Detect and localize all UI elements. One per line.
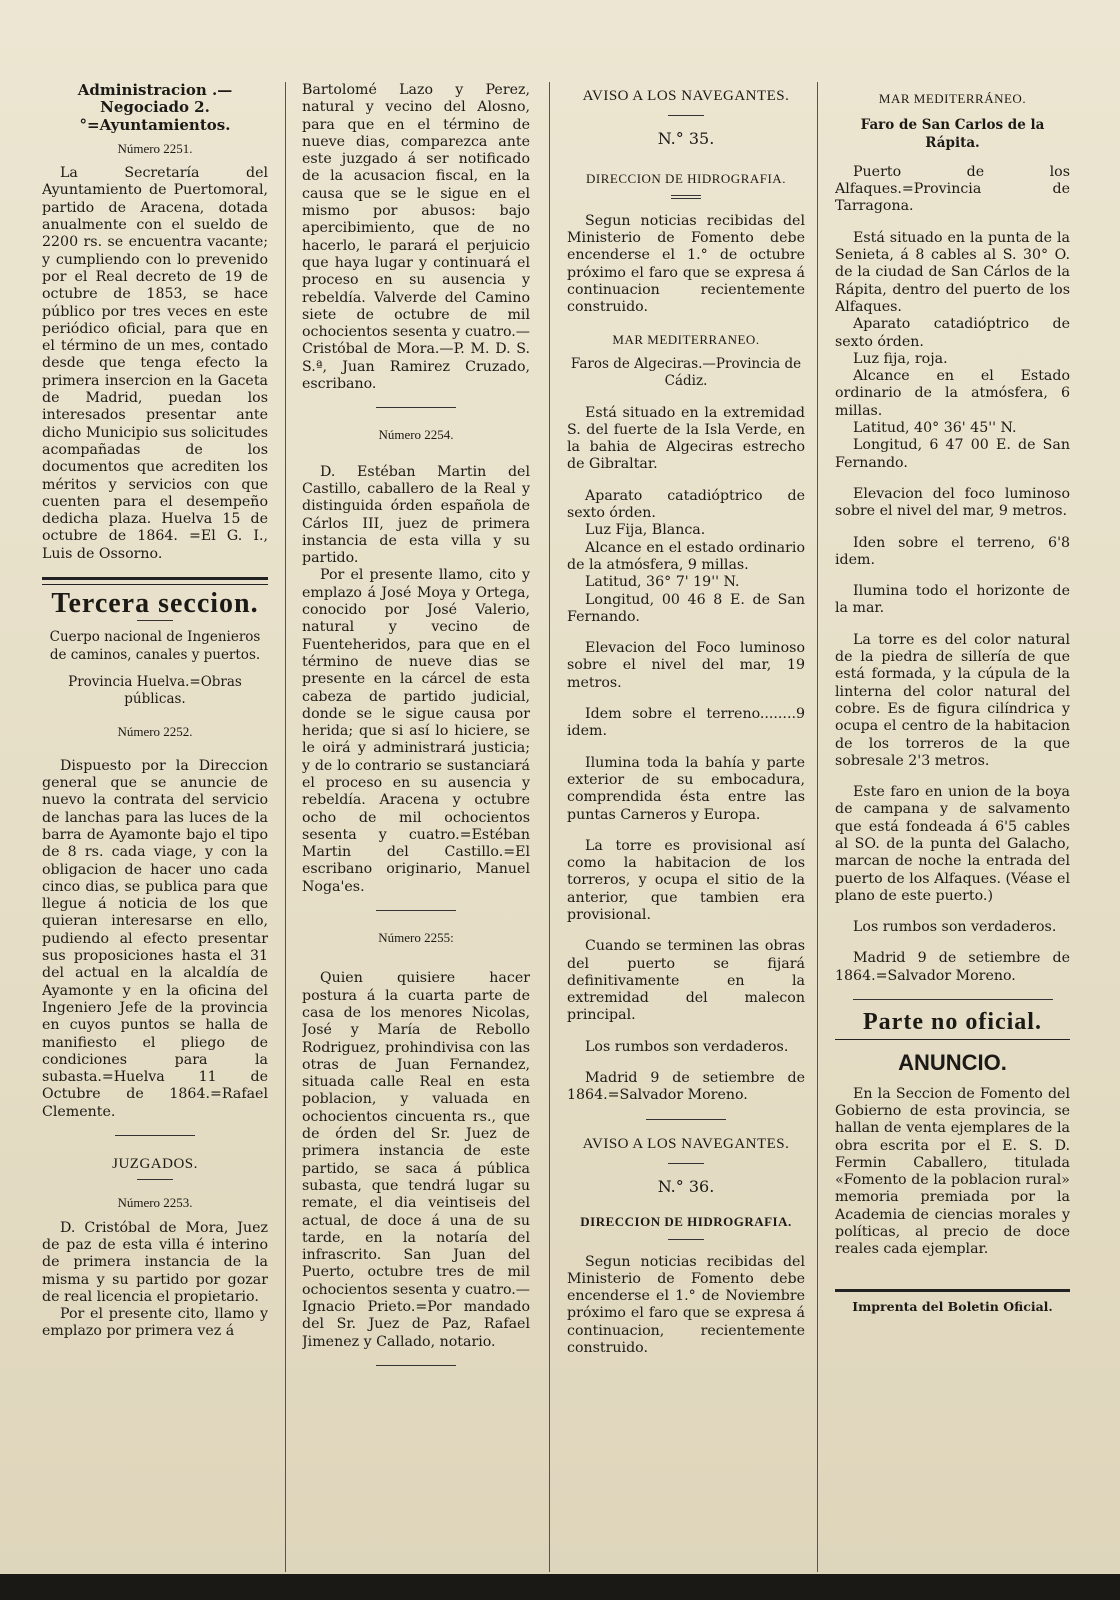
notice-text: Está situado en la extremidad S. del fuerte de la Isla Verde, en la bahia de Algeciras estrecho de Gibraltar. (567, 404, 805, 473)
notice-text: Este faro en union de la boya de campana y de salvamento que está fondeada á 6'5 cables al SO. de la punta del Galacho, marcan de noche la entrada del puerto de los Alfaques. (Véase el plano de este puerto.) (835, 784, 1070, 904)
notice-text: Luz Fija, Blanca. (585, 522, 706, 539)
aviso-number: N.° 36. (657, 1176, 715, 1196)
divider (668, 115, 704, 116)
divider (137, 1179, 173, 1180)
notice-text: Elevacion del Foco luminoso sobre el nivel del mar, 19 metros. (567, 640, 805, 691)
notice-text: Iden sobre el terreno, 6'8 idem. (835, 534, 1070, 568)
notice-text: Está situado en la punta de la Senieta, á 8 cables al S. 30° O. de la ciudad de San Cárlos de la Rápita, dentro del puerto de los Alfaques. (835, 229, 1070, 315)
column-1 (42, 82, 268, 1572)
administracion-header: Administracion .—Negociado 2.°=Ayuntamientos. (77, 82, 233, 134)
notice-text: Alcance en el Estado ordinario de la atmósfera, 6 millas. (835, 368, 1070, 419)
notice-text: Por el presente cito, llamo y emplazo por primera vez á (42, 1306, 268, 1340)
notice-text: Latitud, 40° 36' 45'' N. (853, 420, 1017, 437)
notice-text: Los rumbos son verdaderos. (853, 919, 1057, 936)
divider (835, 1039, 1070, 1040)
divider (646, 1119, 726, 1120)
direccion-heading: DIRECCION DE HIDROGRAFIA. (580, 1214, 792, 1230)
notice-text: Puerto de los Alfaques.=Provincia de Tarragona. (835, 163, 1070, 215)
notice-text: Ilumina toda la bahía y parte exterior de su embocadura, comprendida ésta entre las puntas Carneros y Europa. (567, 754, 805, 823)
faro-heading: Faro de San Carlos de la Rápita. (860, 117, 1045, 151)
cuerpo-heading: Cuerpo nacional de Ingenieros de caminos, canales y puertos. (49, 629, 261, 663)
anuncio-heading: ANUNCIO. (898, 1050, 1007, 1076)
notice-text: Elevacion del foco luminoso sobre el nivel del mar, 9 metros. (835, 485, 1070, 520)
aviso-heading: AVISO A LOS NAVEGANTES. (582, 1135, 790, 1152)
mar-heading: MAR MEDITERRANEO. (612, 331, 760, 347)
notice-text: Los rumbos son verdaderos. (585, 1038, 789, 1055)
notice-text: Madrid 9 de setiembre de 1864.=Salvador Moreno. (835, 950, 1070, 984)
column-3 (567, 82, 805, 1572)
column-rule (817, 82, 818, 1572)
notice-number: Número 2254. (378, 427, 454, 443)
divider (668, 1163, 704, 1164)
notice-text: La torre es del color natural de la piedra de sillería de que está formada, y la cúpula de la linterna del color natural del cobre. Es de figura cilíndrica y ocupa el centro de la habitacion de los torreros de la que sobresale 2'3 metros. (835, 631, 1070, 769)
notice-text: D. Cristóbal de Mora, Juez de paz de esta villa é interino de primera instancia de la misma y su partido por gozar de real licencia el propietario. (42, 1219, 268, 1305)
notice-text: Cuando se terminen las obras del puerto se fijará definitivamente en la extremidad del malecon principal. (567, 938, 805, 1024)
parte-heading: Parte no oficial. (863, 1009, 1042, 1036)
notice-text: En la Seccion de Fomento del Gobierno de esta provincia, se hallan de venta ejemplares de la obra escrita por el E. S. D. Fermin Caballero, titulada «Fomento de la poblacion rural» memoria premiada por la Academia de ciencias morales y políticas, al precio de doce reales cada ejemplar. (835, 1085, 1070, 1258)
divider (42, 577, 268, 580)
notice-text: Latitud, 36° 7' 19'' N. (585, 574, 740, 591)
imprenta-footer: Imprenta del Boletin Oficial. (852, 1298, 1053, 1314)
notice-number: Número 2252. (117, 723, 193, 739)
notice-text: Idem sobre el terreno........9 idem. (567, 706, 805, 740)
divider (671, 195, 701, 199)
notice-number: Número 2251. (117, 140, 193, 156)
notice-text: Bartolomé Lazo y Perez, natural y vecino del Alosno, para que en el término de nueve dias, comparezca ante este juzgado á ser notificado de la acusacion fiscal, en la causa que se le sigue en el mismo por abusos: bajo apercibimiento, que de no hacerlo, le parará el perjuicio que haya lugar y continuará el proceso en su ausencia y rebeldía. Valverde del Camino siete de octubre de mil ochocientos sesenta y cuatro.—Cristóbal de Mora.—P. M. D. S. S.ª, Juan Ramirez Cruzado, escribano. (302, 82, 530, 393)
notice-text: Por el presente llamo, cito y emplazo á José Moya y Ortega, conocido por José Valerio, natural y vecino de Fuenteheridos, para que en el término de nueve dias se presente en la cárcel de esta cabeza de partido judicial, donde se le sigue causa por herida; que si así lo hiciere, se le oirá y administrará justicia; y de lo contrario se sustanciará el proceso en su ausencia y rebeldía. Aracena y octubre ocho de mil ochocientos sesenta y cuatro.=Estéban Martin del Castillo.=El escribano originario, Manuel Noga'es. (302, 567, 530, 895)
divider (137, 620, 173, 621)
divider (42, 584, 268, 585)
divider (376, 1365, 456, 1366)
notice-text: Longitud, 00 46 8 E. de San Fernando. (567, 591, 805, 625)
notice-text: Longitud, 6 47 00 E. de San Fernando. (835, 437, 1070, 471)
aviso-number: N.° 35. (657, 129, 715, 149)
divider (835, 1289, 1070, 1292)
notice-text: Alcance en el estado ordinario de la atmósfera, 9 millas. (567, 539, 805, 573)
notice-text: Aparato catadióptrico de sexto órden. (567, 487, 805, 522)
divider (376, 407, 456, 408)
notice-text: Aparato catadióptrico de sexto órden. (835, 316, 1070, 350)
notice-text: D. Estéban Martin del Castillo, caballero de la Real y distinguida órden española de Cárlos III, juez de primera instancia de esta villa y su partido. (302, 463, 530, 567)
faros-heading: Faros de Algeciras.—Provincia de Cádiz. (570, 355, 802, 390)
section-title: Tercera seccion. (51, 588, 259, 620)
column-4 (835, 82, 1070, 1572)
notice-text: Ilumina todo el horizonte de la mar. (835, 583, 1070, 617)
notice-text: Segun noticias recibidas del Ministerio de Fomento debe encenderse el 1.° de Noviembre próximo el faro que se expresa á continuacion, recientemente construido. (567, 1253, 805, 1357)
column-rule (549, 82, 550, 1572)
provincia-heading: Provincia Huelva.=Obras públicas. (68, 673, 242, 708)
column-rule (285, 82, 286, 1572)
notice-text: Dispuesto por la Direccion general que se anuncie de nuevo la contrata del servicio de lanchas para las luces de la barra de Ayamonte bajo el tipo de 8 rs. cada viage, y con la obligacion de hacer uno cada cinco dias, se publica para que llegue á noticia de los que quieran interesarse en ello, pudiendo al efecto presentar sus proposiciones hasta el 31 del actual en la alcaldía de Ayamonte y en la oficina del Ingeniero Jefe de la provincia en cuyos puntos se halla de manifiesto el pliego de condiciones para la subasta.=Huelva 11 de Octubre de 1864.=Rafael Clemente. (42, 757, 268, 1120)
divider (115, 1135, 195, 1136)
scan-edge (0, 1574, 1120, 1600)
notice-text: La Secretaría del Ayuntamiento de Puertomoral, partido de Aracena, dotada anualmente con el sueldo de 2200 rs. se encuentra vacante; y cumpliendo con lo prevenido por el Real decreto de 19 de octubre de 1853, se hace público por tres veces en este periódico oficial, para que en el término de un mes, contado desde que tenga efecto la primera insercion en la Gaceta de Madrid, puedan los interesados presentar ante dicho Municipio sus solicitudes acompañadas de los documentos que acrediten los méritos y servicios con que cuenten para el desempeño dedicha plaza. Huelva 15 de octubre de 1864. =El G. I., Luis de Ossorno. (42, 165, 268, 562)
notice-text: La torre es provisional así como la habitacion de los torreros, y ocupa el sitio de la anterior, que tambien era provisional. (567, 837, 805, 923)
notice-number: Número 2255: (378, 930, 454, 946)
direccion-heading: DIRECCION DE HIDROGRAFIA. (586, 170, 786, 186)
column-2 (302, 82, 530, 1572)
divider (853, 999, 1053, 1000)
juzgados-heading: JUZGADOS. (112, 1156, 198, 1173)
divider (376, 910, 456, 911)
aviso-heading: AVISO A LOS NAVEGANTES. (582, 88, 790, 104)
mar-heading: MAR MEDITERRÁNEO. (878, 91, 1027, 106)
notice-number: Número 2253. (117, 1195, 193, 1211)
divider (668, 1239, 704, 1240)
notice-text: Segun noticias recibidas del Ministerio de Fomento debe encenderse el 1.° de octubre próximo el faro que se expresa á continuacion recientemente construido. (567, 212, 805, 316)
notice-text: Madrid 9 de setiembre de 1864.=Salvador Moreno. (567, 1070, 805, 1104)
notice-text: Luz fija, roja. (853, 350, 948, 367)
notice-text: Quien quisiere hacer postura á la cuarta parte de casa de los menores Nicolas, José y María de Rebollo Rodriguez, prohindivisa con las otras de Juan Fernandez, situada calle Real en esta poblacion, y valuada en ochocientos cincuenta rs., que de órden del Sr. Juez de primera instancia de este partido, se saca á pública subasta, que tendrá lugar su remate, el dia veintiseis del actual, de doce á una de su tarde, en la notaría del infrascrito. San Juan del Puerto, octubre tres de mil ochocientos sesenta y cuatro.—Ignacio Prieto.=Por mandado del Sr. Juez de Paz, Rafael Jimenez y Callado, notario. (302, 970, 530, 1350)
